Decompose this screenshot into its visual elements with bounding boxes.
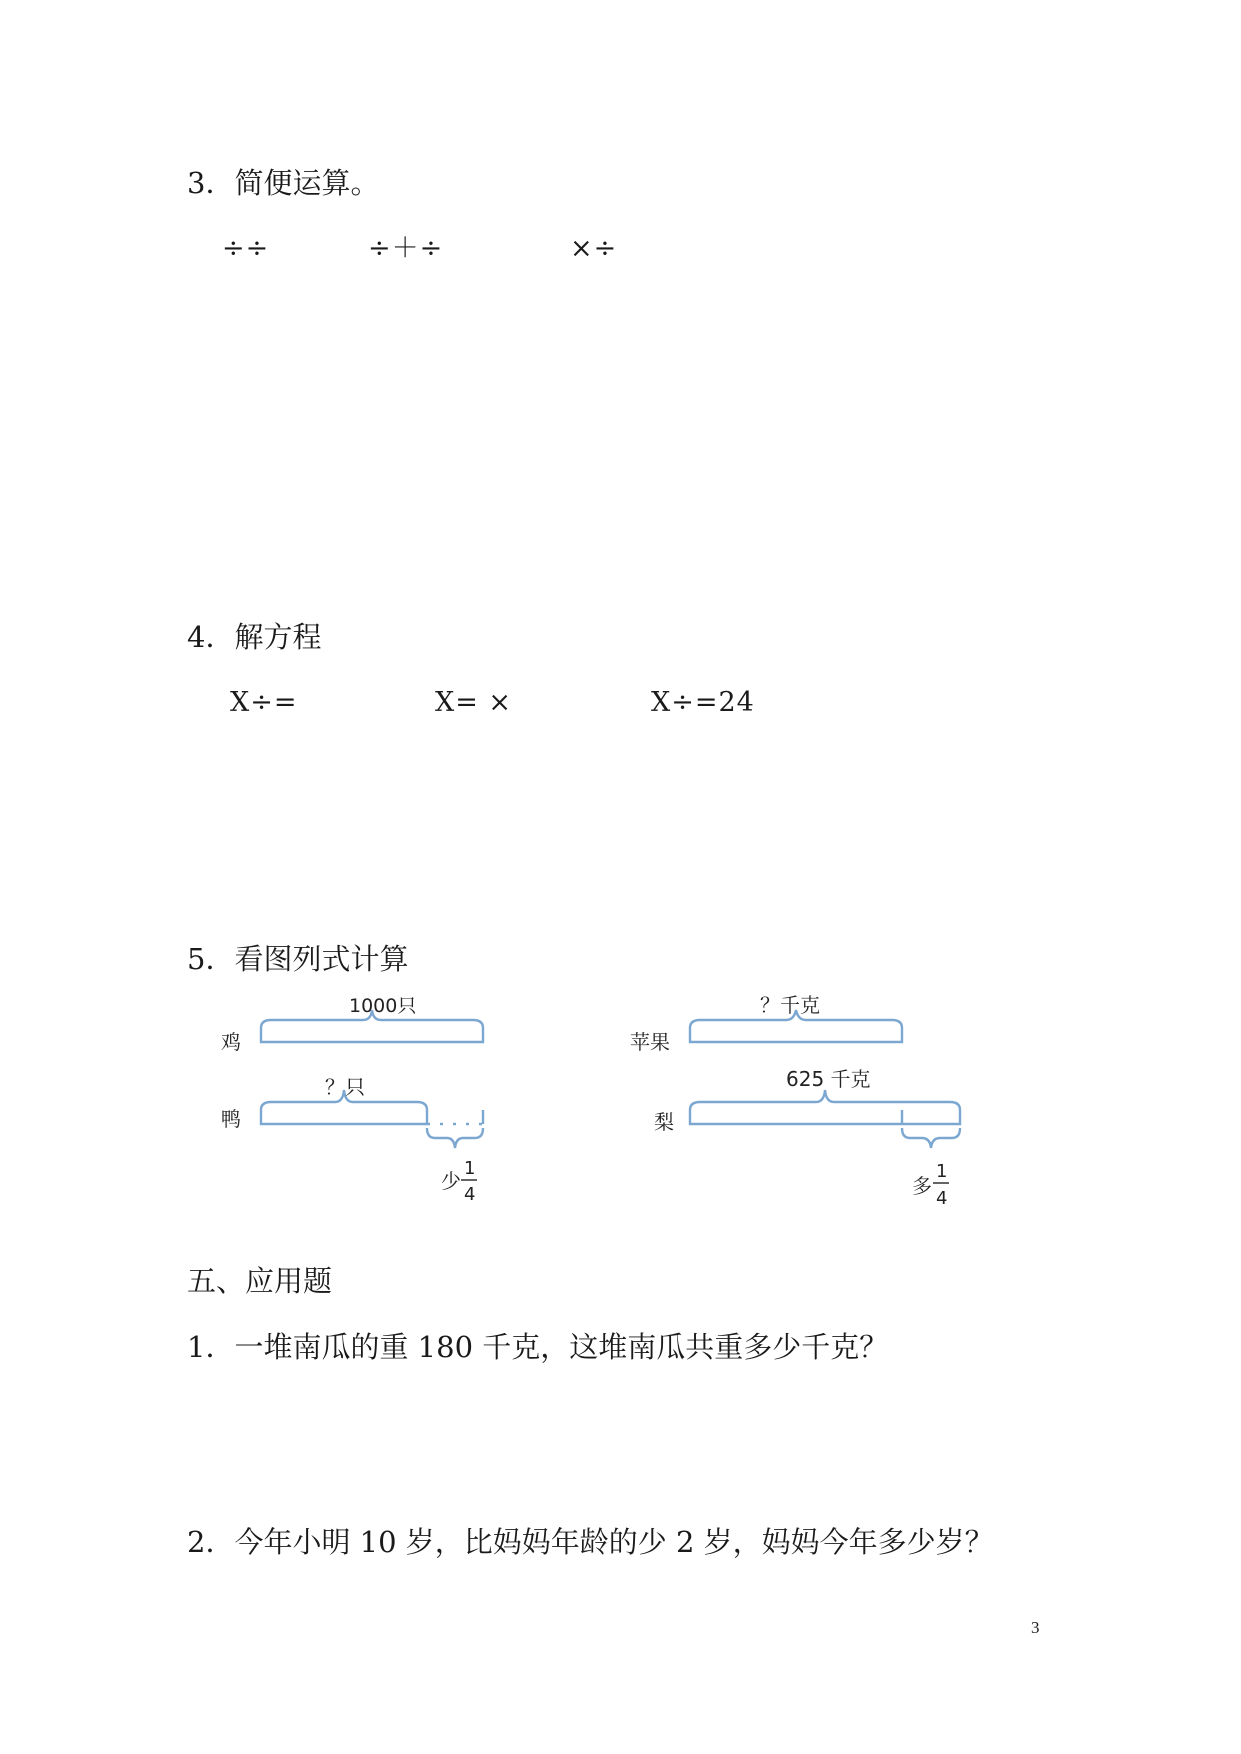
- expression-2: ÷＋÷: [368, 233, 444, 264]
- page-number: 3: [1031, 1618, 1040, 1637]
- apple-label: 苹果: [630, 1030, 670, 1054]
- fraction-denominator: 4: [464, 1184, 476, 1205]
- pear-extra-brace: [902, 1128, 960, 1148]
- section-5-title: 5．看图列式计算: [187, 942, 409, 976]
- section-3-title: 3．简便运算。: [187, 166, 380, 200]
- pear-label: 梨: [654, 1110, 674, 1134]
- chicken-value-label: 1000只: [349, 995, 417, 1017]
- fraction-denominator: 4: [936, 1188, 948, 1209]
- section-4-title: 4．解方程: [187, 620, 322, 654]
- question-2: 2．今年小明 10 岁，比妈妈年龄的少 2 岁，妈妈今年多少岁？: [187, 1525, 994, 1559]
- duck-value-label: ？只: [325, 1075, 365, 1099]
- chicken-label: 鸡: [221, 1030, 241, 1054]
- less-label: 少: [441, 1169, 461, 1193]
- apple-value-label: ？千克: [760, 993, 820, 1017]
- section-application-title: 五、应用题: [187, 1264, 333, 1298]
- more-label: 多: [912, 1174, 932, 1198]
- line-diagram-chicken-duck: [215, 990, 515, 1210]
- equation-2: X= ×: [435, 687, 513, 718]
- equation-1: X÷=: [230, 687, 298, 718]
- pear-value-label: 625 千克: [786, 1067, 871, 1091]
- question-1: 1．一堆南瓜的重 180 千克，这堆南瓜共重多少千克？: [187, 1330, 889, 1364]
- line-diagram-apple-pear: [630, 990, 990, 1230]
- fraction-numerator: 1: [936, 1161, 948, 1182]
- pear-bar: [690, 1110, 960, 1124]
- duck-label: 鸭: [221, 1107, 241, 1131]
- expression-3: ×÷: [570, 233, 618, 264]
- equation-3: X÷=24: [651, 687, 755, 718]
- fraction-numerator: 1: [464, 1158, 476, 1179]
- duck-gap-brace: [427, 1128, 483, 1148]
- pear-brace: [690, 1090, 960, 1110]
- expression-1: ÷÷: [222, 233, 270, 264]
- duck-bar: [261, 1110, 427, 1124]
- chicken-bar: [261, 1028, 483, 1042]
- apple-bar: [690, 1028, 902, 1042]
